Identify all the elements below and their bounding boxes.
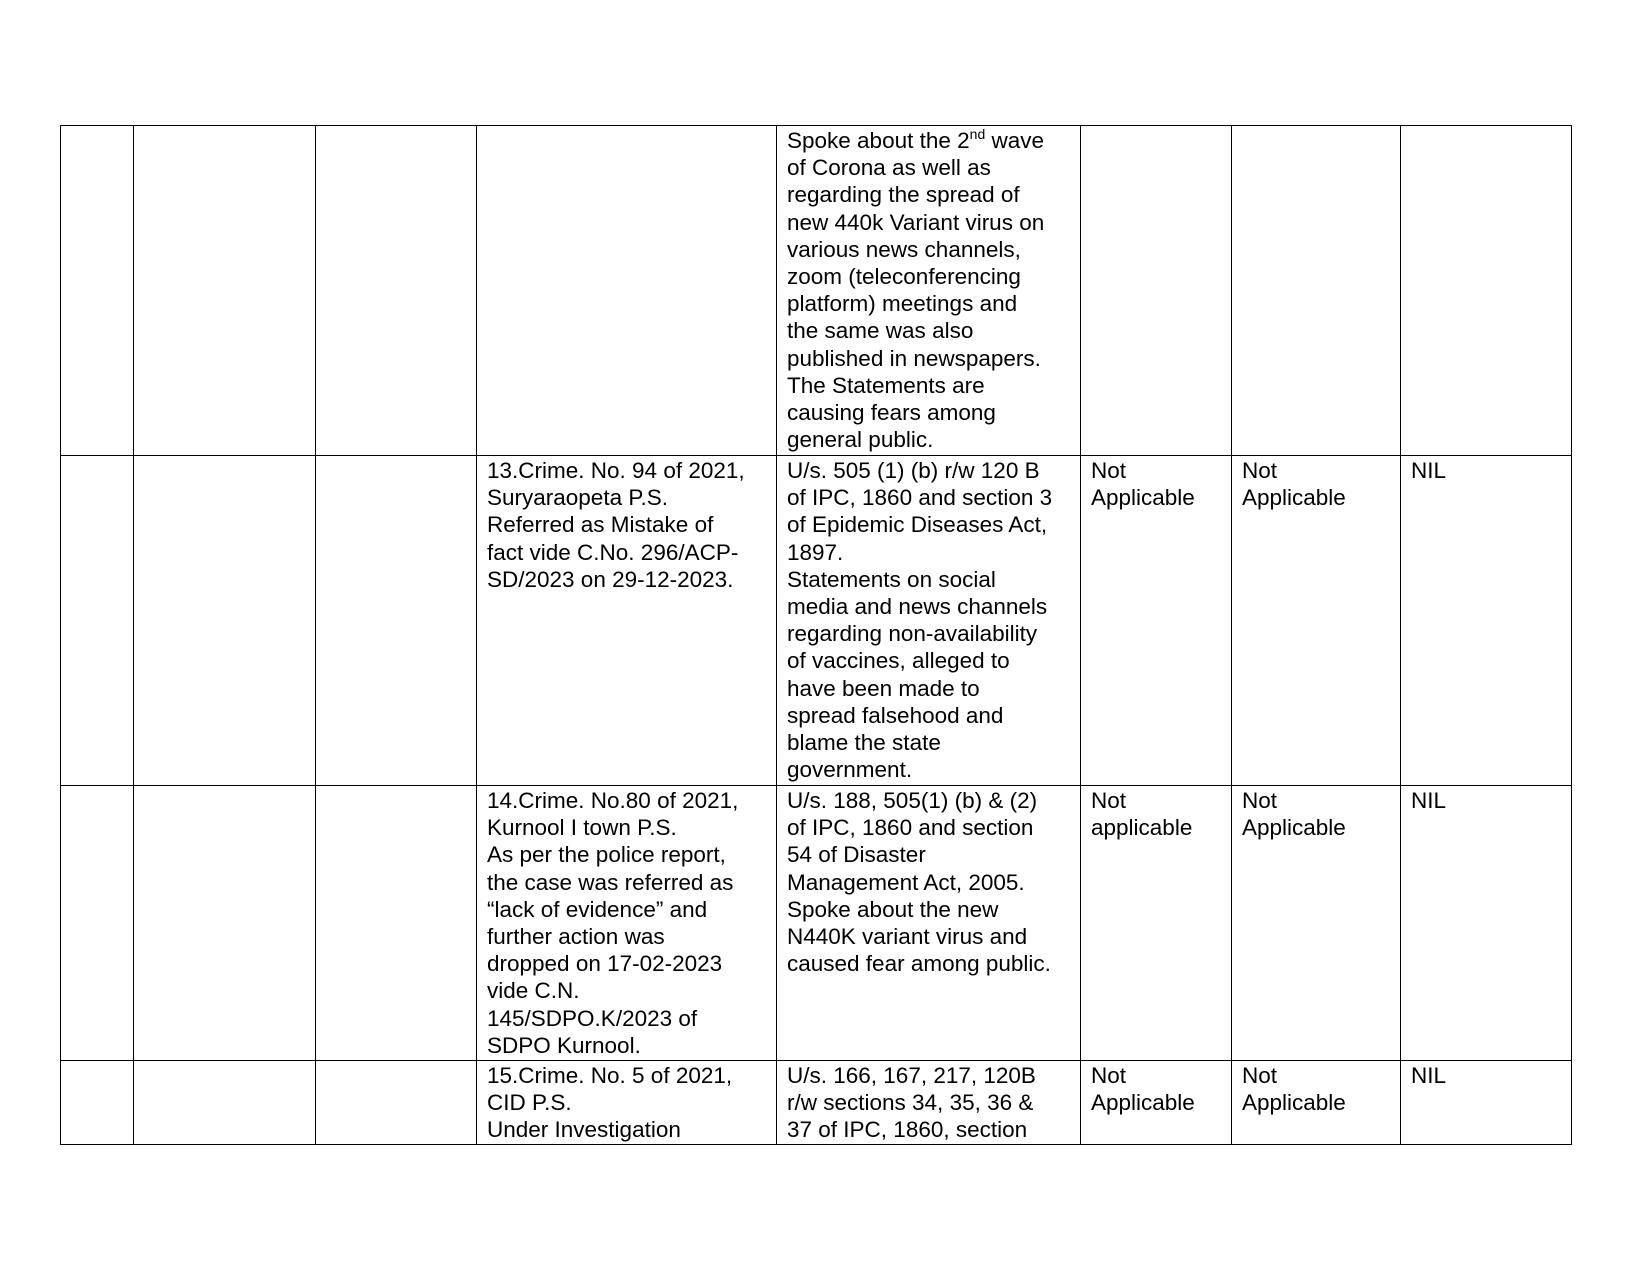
cell-col6: Not Applicable — [1081, 1061, 1232, 1145]
cell-col3 — [316, 1061, 477, 1145]
table-row — [61, 126, 1572, 456]
table-row — [61, 456, 1572, 786]
cell-col1 — [61, 126, 134, 456]
cell-col8: NIL — [1401, 786, 1572, 1061]
cell-col2 — [134, 786, 316, 1061]
ordinal-superscript: nd — [969, 126, 986, 142]
cell-col6: Not applicable — [1081, 786, 1232, 1061]
cell-col7: Not Applicable — [1232, 786, 1401, 1061]
cell-case-details: 13.Crime. No. 94 of 2021, Suryaraopeta P.S. Referred as Mistake of fact vide C.No. 296/ACP- SD/2023 on 29-12-2023. — [477, 456, 777, 786]
cell-col6: Not Applicable — [1081, 456, 1232, 786]
cell-col2 — [134, 456, 316, 786]
cell-col2 — [134, 1061, 316, 1145]
cell-sections-and-allegations — [777, 126, 1081, 456]
cell-col6 — [1081, 126, 1232, 456]
cell-col1 — [61, 456, 134, 786]
cell-col3 — [316, 456, 477, 786]
cell-col8: NIL — [1401, 1061, 1572, 1145]
cell-col7 — [1232, 126, 1401, 456]
case-details-table — [60, 125, 1572, 1145]
cell-col8 — [1401, 126, 1572, 456]
cell-sections-and-allegations: U/s. 188, 505(1) (b) & (2) of IPC, 1860 and section 54 of Disaster Management Act, 2005. Spoke about the new N440K variant virus and caused fear among public. — [777, 786, 1081, 1061]
table-row — [61, 786, 1572, 1061]
cell-col7: Not Applicable — [1232, 1061, 1401, 1145]
cell-col1 — [61, 1061, 134, 1145]
cell-case-details — [477, 126, 777, 456]
allegation-text-rest: wave of Corona as well as regarding the spread of new 440k Variant virus on various news channels, zoom (teleconferencing platform) meetings and the same was also published in newspapers. The Statements are causing fears among general public. — [787, 128, 1045, 453]
allegation-text-start: Spoke about the 2 — [787, 128, 970, 153]
cell-case-details: 14.Crime. No.80 of 2021, Kurnool I town P.S. As per the police report, the case was referred as “lack of evidence” and further action was dropped on 17-02-2023 vide C.N. 145/SDPO.K/2023 of SDPO Kurnool. — [477, 786, 777, 1061]
cell-col3 — [316, 786, 477, 1061]
cell-col3 — [316, 126, 477, 456]
cell-col1 — [61, 786, 134, 1061]
cell-col7: Not Applicable — [1232, 456, 1401, 786]
cell-case-details: 15.Crime. No. 5 of 2021, CID P.S. Under Investigation — [477, 1061, 777, 1145]
cell-sections-and-allegations: U/s. 166, 167, 217, 120B r/w sections 34, 35, 36 & 37 of IPC, 1860, section — [777, 1061, 1081, 1145]
table-row — [61, 1061, 1572, 1145]
cell-col8: NIL — [1401, 456, 1572, 786]
cell-sections-and-allegations: U/s. 505 (1) (b) r/w 120 B of IPC, 1860 and section 3 of Epidemic Diseases Act, 1897. Statements on social media and news channels regarding non-availability of vaccines, alleged to have been made to spread falsehood and blame the state government. — [777, 456, 1081, 786]
cell-col2 — [134, 126, 316, 456]
